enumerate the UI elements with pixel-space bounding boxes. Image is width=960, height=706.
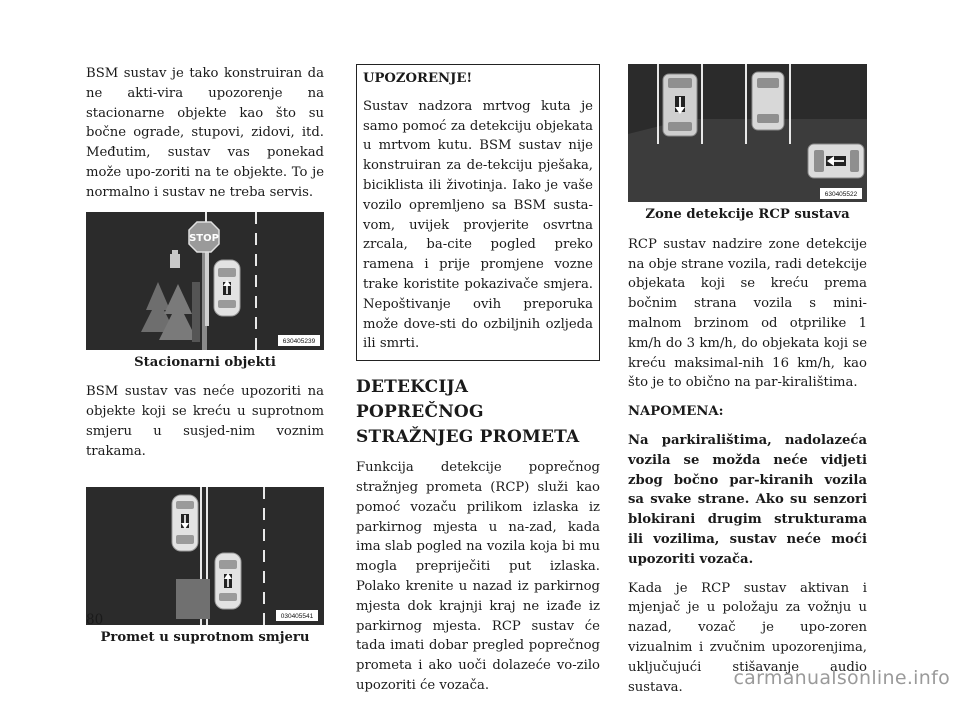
paragraph-bsm-stationary: BSM sustav je tako konstruiran da ne akti-vira upozorenje na stacionarne objekte kao što su bočne ograde, stupovi, zidovi, itd. Međutim, sustav vas ponekad može upo-zoriti na te objekte. To je normalno i sustav ne treba servis. — [86, 66, 324, 200]
paragraph-bsm-oncoming: BSM sustav vas neće upozoriti na objekte koji se kreću u suprotnom smjeru u susjed-nim voznim trakama. — [86, 384, 324, 459]
figure-stationary-objects — [86, 212, 324, 373]
section-title: DETEKCIJA POPREČNOG STRAŽNJEG PROMETA — [356, 377, 580, 448]
column-left — [86, 64, 324, 657]
oncoming-traffic-illustration — [86, 487, 324, 625]
figure-oncoming-traffic — [86, 487, 324, 648]
warning-title: UPOZORENJE! — [363, 71, 473, 86]
stop-sign-text: STOP — [189, 232, 219, 244]
paragraph-rcp-active: Kada je RCP sustav aktivan i mjenjač je u položaju za vožnju u nazad, vozač je upo-zoren vizualnim i zvučnim upozorenjima, uključujući stišavanje audio sustava. — [628, 580, 867, 695]
column-right — [628, 64, 867, 706]
paragraph-rcp-intro: Funkcija detekcije poprečnog stražnjeg prometa (RCP) služi kao pomoć vozaču prilikom izlaska iz parkirnog mjesta u na-zad, kada ima slab pogled na vozila koja bi mu mogla prepriječiti put izlaska. Polako krenite u nazad iz parkirnog mjesta dok krajnji kraj ne izađe iz parkirnog mjesta. RCP sustav će tada imati dobar pregled poprečnog prometa i ako uoči dolazeće vo-zilo upozoriti će vozača. — [356, 460, 600, 693]
figure-code: 630405522 — [824, 191, 858, 198]
figure-rcp-zones — [628, 64, 867, 225]
figure-caption: Promet u suprotnom smjeru — [100, 629, 310, 645]
warning-text: Sustav nadzora mrtvog kuta je samo pomoć za detekciju objekata u mrtvom kutu. BSM sustav nije konstruiran za de-tekciju pješaka, biciklista ili životinja. Iako je vaše vozilo opremljeno sa BSM susta-vom, uvijek provjerite osvrtna zrcala, ba-cite pogled preko ramena i prije promjene vozne trake koristite pokazivače smjera. Nepoštivanje ovih preporuka može dove-sti do ozbiljnih ozljeda ili smrti. — [363, 98, 593, 352]
page-number: 80 — [86, 612, 104, 628]
figure-caption: Zone detekcije RCP sustava — [645, 207, 850, 222]
warning-box — [356, 64, 600, 361]
column-middle — [356, 64, 600, 705]
figure-code: 030405541 — [280, 612, 314, 620]
figure-caption: Stacionarni objekti — [134, 354, 276, 370]
note-text: Na parkiralištima, nadolazeća vozila se možda neće vidjeti zbog bočno par-kiranih vozila sa svake strane. Ako su senzori blokirani drugim strukturama ili vozilima, sustav neće moći upozoriti vozača. — [628, 432, 867, 567]
note-title: NAPOMENA: — [628, 404, 724, 420]
watermark: carmanualsonline.info — [733, 667, 950, 689]
rcp-zones-illustration — [628, 64, 867, 202]
stationary-objects-illustration — [86, 212, 324, 350]
figure-code: 630405239 — [282, 337, 316, 345]
paragraph-rcp-zones: RCP sustav nadzire zone detekcije na obje strane vozila, radi detekcije objekata koji se kreću prema bočnim strana vozila s mini-malnom brzinom od otprilike 1 km/h do 3 km/h, do objekata koji se kreću maksimal-nih 16 km/h, kao što je to obično na par-kiralištima. — [628, 236, 867, 391]
